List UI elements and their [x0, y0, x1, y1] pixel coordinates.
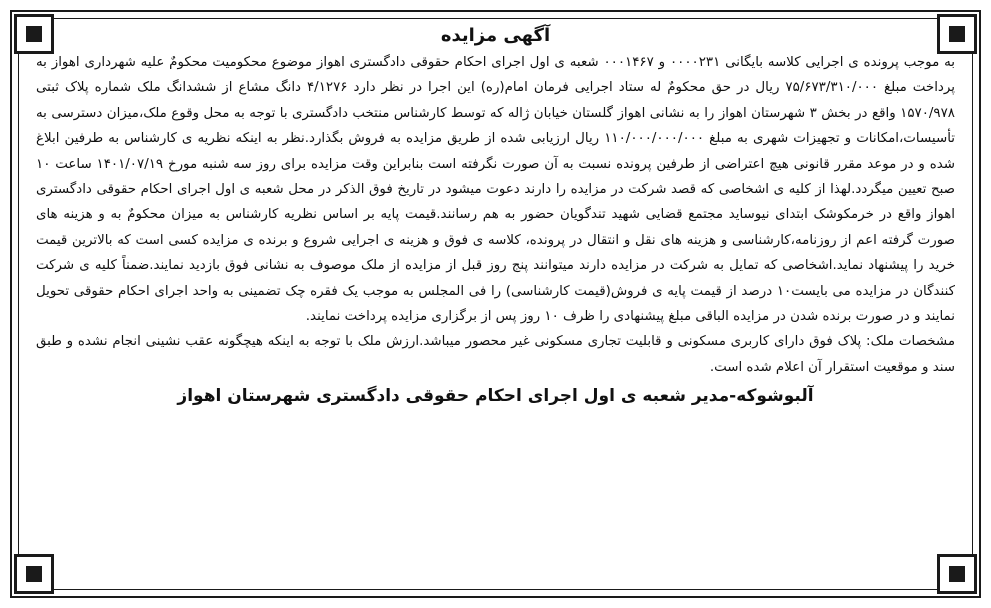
notice-signature: آلبوشوکه-مدیر شعبه ی اول اجرای احکام حقوقی دادگستری شهرستان اهواز: [177, 386, 814, 407]
notice-body: به موجب پرونده ی اجرایی کلاسه بایگانی ۰۰۰۰۲۳۱ و ۰۰۰۱۴۶۷ شعبه ی اول اجرای احکام حقوقی دادگستری اهواز موضوع محکومیت محکومٌ علیه شهرداری اهواز به پرداخت مبلغ ۷۵/۶۷۳/۳۱۰/۰۰۰ ریال در حق محکومٌ له ستاد اجرایی فرمان امام(ره) این اجرا در نظر دارد ۴/۱۲۷۶ دانگ مشاع از ششدانگ ملک شماره پلاک ثبتی ۱۵۷۰/۹۷۸ واقع در بخش ۳ شهرستان اهواز را به نشانی اهواز گلستان خیابان ژاله که توسط کارشناس منتخب دادگستری با توجه به محل وقوع ملک،میزان دسترسی به تأسیسات،امکانات و تجهیزات شهری به مبلغ ۱۱۰/۰۰۰/۰۰۰/۰۰۰ ریال ارزیابی شده از طریق مزایده به فروش بگذارد.نظر به اینکه نظریه ی کارشناس به طرفین ابلاغ شده و در موعد مقرر قانونی هیچ اعتراضی از طرفین پرونده نسبت به آن صورت نگرفته است بنابراین وقت مزایده برای روز سه شنبه مورخ ۱۴۰۱/۰۷/۱۹ ساعت ۱۰ صبح تعیین میگردد.لهذا از کلیه ی اشخاصی که قصد شرکت در مزایده را دارند دعوت میشود در تاریخ فوق الذکر در محل شعبه ی اول اجرای احکام حقوقی دادگستری اهواز واقع در خرمکوشک ابتدای نیوساید مجتمع قضایی شهید تندگویان حضور به هم رسانند.قیمت پایه بر اساس نظریه کارشناس به میزان محکومٌ به و هزینه های صورت گرفته اعم از روزنامه،کارشناسی و هزینه های نقل و انتقال در پرونده، کلاسه ی فوق و هزینه ی اجرایی شروع و برنده ی مزایده کسی است که بالاترین قیمت خرید را پیشنهاد نماید.اشخاصی که تمایل به شرکت در مزایده دارند میتوانند پنج روز قبل از مزایده از ملک موصوف به نشانی فوق بازدید نمایند.ضمناً کلیه ی شرکت کنندگان در مزایده می بایست۱۰ درصد از قیمت پایه ی فروش(قیمت کارشناسی) را فی المجلس به موجب یک فقره چک تضمینی به واحد اجرای احکام حقوقی تحویل نمایند و در صورت برنده شدن در مزایده الباقی مبلغ پیشنهادی را ظرف ۱۰ روز پس از برگزاری مزایده پرداخت نمایند.: [36, 55, 956, 325]
notice-title: آگهی مزایده: [440, 25, 551, 46]
property-specs: مشخصات ملک: پلاک فوق دارای کاربری مسکونی و قابلیت تجاری مسکونی غیر محصور میباشد.ارزش ملک با توجه به اینکه هیچگونه عقب نشینی انجام نشده و طبق سند و موقعیت استقرار آن اعلام شده است.: [36, 334, 955, 375]
notice-content: [36, 24, 955, 588]
